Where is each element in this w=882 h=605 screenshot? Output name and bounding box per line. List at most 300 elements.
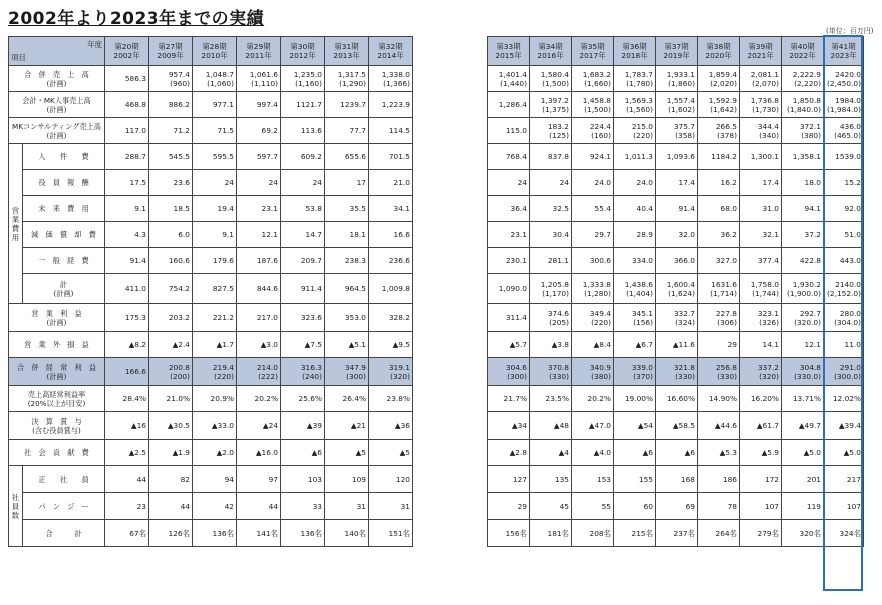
- row-label: [23, 170, 105, 196]
- value-cell: [237, 196, 281, 222]
- value-cell: [782, 274, 824, 304]
- row-label-text: MKコンサルティング売上高: [12, 121, 101, 131]
- value-cell: [824, 274, 864, 304]
- actual-value: 2,081.1: [750, 69, 779, 79]
- actual-value: 12.02%: [832, 394, 861, 403]
- plan-value: (1,984.0): [827, 104, 861, 114]
- actual-value: 1239.7: [340, 100, 366, 109]
- plan-value: (1,110): [251, 78, 278, 88]
- value-cell: [698, 222, 740, 248]
- actual-value: 236.6: [388, 256, 410, 265]
- value-cell: [237, 386, 281, 412]
- actual-value: 304.6: [505, 362, 527, 372]
- value-cell: [281, 118, 325, 144]
- value-cell: [281, 358, 325, 386]
- actual-value: ▲11.6: [672, 340, 695, 349]
- plan-value: (1,290): [339, 78, 366, 88]
- actual-value: ▲2.4: [172, 340, 190, 349]
- actual-value: 1,397.2: [540, 95, 569, 105]
- value-cell: [824, 493, 864, 520]
- table-row: [9, 66, 413, 92]
- table-row: [9, 412, 413, 440]
- actual-value: 11.0: [844, 340, 861, 349]
- plan-value: (1,860): [668, 78, 695, 88]
- value-cell: [572, 304, 614, 332]
- plan-value: (326): [759, 317, 779, 327]
- category-staff: 社員数: [9, 466, 23, 547]
- value-cell: [281, 248, 325, 274]
- value-cell: [740, 222, 782, 248]
- table-row: [488, 196, 864, 222]
- value-cell: [193, 412, 237, 440]
- actual-value: 366.0: [673, 256, 695, 265]
- actual-value: 37.2: [804, 230, 821, 239]
- value-cell: [281, 440, 325, 466]
- period-header: [572, 37, 614, 66]
- value-cell: [193, 144, 237, 170]
- value-cell: [782, 118, 824, 144]
- table-row: [488, 440, 864, 466]
- table-row: [488, 386, 864, 412]
- value-cell: [369, 66, 413, 92]
- row-label: [9, 358, 105, 386]
- plan-value: (330): [549, 371, 569, 381]
- value-cell: [572, 412, 614, 440]
- table-row: [488, 412, 864, 440]
- actual-value: 127: [512, 474, 527, 484]
- value-cell: [698, 92, 740, 118]
- actual-value: 374.6: [547, 308, 569, 318]
- value-cell: [824, 358, 864, 386]
- actual-value: 23.1: [510, 230, 527, 239]
- actual-value: 200.8: [168, 362, 190, 372]
- value-cell: [105, 304, 149, 332]
- actual-value: 597.7: [256, 152, 278, 161]
- plan-value: (1,500): [542, 78, 569, 88]
- actual-value: 1,592.9: [708, 95, 737, 105]
- value-cell: [782, 466, 824, 493]
- plan-value: (324): [675, 317, 695, 327]
- row-label-sub: (計画): [46, 317, 67, 327]
- value-cell: [488, 304, 530, 332]
- value-cell: [369, 248, 413, 274]
- actual-value: ▲30.5: [167, 421, 190, 430]
- value-cell: [325, 222, 369, 248]
- value-cell: [488, 144, 530, 170]
- table-row: [488, 92, 864, 118]
- actual-value: ▲1.9: [172, 448, 190, 457]
- value-cell: [193, 304, 237, 332]
- value-cell: [369, 222, 413, 248]
- value-cell: [656, 222, 698, 248]
- value-cell: [656, 304, 698, 332]
- period-header: [698, 37, 740, 66]
- actual-value: 844.6: [256, 284, 278, 293]
- plan-value: (1,744): [752, 288, 779, 298]
- actual-value: ▲5: [355, 448, 366, 457]
- actual-value: 16.6: [393, 230, 410, 239]
- actual-value: 1,090.0: [498, 284, 527, 293]
- value-cell: [281, 170, 325, 196]
- value-cell: [530, 304, 572, 332]
- value-cell: [698, 304, 740, 332]
- value-cell: [782, 92, 824, 118]
- value-cell: [325, 412, 369, 440]
- value-cell: [325, 332, 369, 358]
- actual-value: ▲9.5: [392, 340, 410, 349]
- value-cell: [572, 520, 614, 547]
- value-cell: [237, 412, 281, 440]
- actual-value: 754.2: [168, 284, 190, 293]
- actual-value: 1,235.0: [293, 69, 322, 79]
- value-cell: [149, 520, 193, 547]
- value-cell: [105, 332, 149, 358]
- value-cell: [824, 118, 864, 144]
- actual-value: ▲5.1: [348, 340, 366, 349]
- actual-value: 94.1: [804, 204, 821, 213]
- actual-value: 2140.0: [835, 279, 861, 289]
- plan-value: (1,730): [752, 104, 779, 114]
- value-cell: [105, 386, 149, 412]
- actual-value: ▲58.5: [672, 421, 695, 430]
- row-label-sub: (計画): [53, 288, 74, 298]
- row-label-sub: (計画): [46, 104, 67, 114]
- value-cell: [369, 196, 413, 222]
- value-cell: [740, 248, 782, 274]
- plan-value: (1,560): [626, 104, 653, 114]
- actual-value: 28.9: [636, 230, 653, 239]
- actual-value: 1,317.5: [337, 69, 366, 79]
- value-cell: [572, 196, 614, 222]
- actual-value: 24: [559, 178, 569, 187]
- actual-value: 97: [268, 474, 278, 484]
- value-cell: [614, 274, 656, 304]
- row-label: [9, 66, 105, 92]
- actual-value: 214.0: [256, 362, 278, 372]
- actual-value: ▲24: [262, 421, 278, 430]
- value-cell: [193, 118, 237, 144]
- value-cell: [698, 144, 740, 170]
- actual-value: 370.8: [547, 362, 569, 372]
- actual-value: 238.3: [344, 256, 366, 265]
- value-cell: [193, 196, 237, 222]
- actual-value: 140名: [344, 528, 366, 538]
- actual-value: 304.8: [799, 362, 821, 372]
- value-cell: [782, 170, 824, 196]
- year-label: 2002年: [113, 51, 140, 60]
- actual-value: 349.4: [589, 308, 611, 318]
- actual-value: 20.2%: [587, 394, 611, 403]
- plan-value: (358): [675, 130, 695, 140]
- value-cell: [572, 274, 614, 304]
- plan-value: (200): [170, 371, 190, 381]
- actual-value: ▲6.7: [635, 340, 653, 349]
- actual-value: ▲5.9: [761, 448, 779, 457]
- value-cell: [530, 332, 572, 358]
- actual-value: 36.2: [720, 230, 737, 239]
- value-cell: [193, 332, 237, 358]
- actual-value: 344.4: [757, 121, 779, 131]
- value-cell: [740, 412, 782, 440]
- table-row: [9, 520, 413, 547]
- actual-value: 1,758.0: [750, 279, 779, 289]
- value-cell: [193, 358, 237, 386]
- value-cell: [237, 304, 281, 332]
- value-cell: [369, 92, 413, 118]
- actual-value: 1,438.6: [624, 279, 653, 289]
- value-cell: [740, 170, 782, 196]
- plan-value: (1,900.0): [787, 288, 821, 298]
- actual-value: 215.0: [631, 121, 653, 131]
- value-cell: [193, 386, 237, 412]
- value-cell: [698, 274, 740, 304]
- actual-value: 1,930.2: [792, 279, 821, 289]
- value-cell: [782, 493, 824, 520]
- value-cell: [237, 332, 281, 358]
- period-label: 第36期: [622, 42, 647, 51]
- actual-value: ▲5.7: [509, 340, 527, 349]
- plan-value: (1,160): [295, 78, 322, 88]
- value-cell: [193, 520, 237, 547]
- value-cell: [237, 493, 281, 520]
- value-cell: [614, 412, 656, 440]
- value-cell: [193, 222, 237, 248]
- value-cell: [572, 170, 614, 196]
- value-cell: [824, 66, 864, 92]
- value-cell: [105, 520, 149, 547]
- plan-value: (1,642): [710, 104, 737, 114]
- actual-value: 103: [307, 474, 322, 484]
- value-cell: [572, 358, 614, 386]
- plan-value: (1,280): [584, 288, 611, 298]
- value-cell: [488, 358, 530, 386]
- period-header: [740, 37, 782, 66]
- year-label: 2019年: [663, 51, 690, 60]
- table-row: [488, 274, 864, 304]
- actual-value: 32.0: [678, 230, 695, 239]
- actual-value: 12.1: [261, 230, 278, 239]
- value-cell: [614, 222, 656, 248]
- value-cell: [149, 440, 193, 466]
- plan-value: (1,404): [626, 288, 653, 298]
- plan-value: (1,840.0): [787, 104, 821, 114]
- period-header: [369, 37, 413, 66]
- actual-value: 353.0: [344, 313, 366, 322]
- plan-value: (300): [507, 371, 527, 381]
- actual-value: 168: [680, 474, 695, 484]
- value-cell: [614, 520, 656, 547]
- actual-value: 119: [806, 501, 821, 511]
- value-cell: [149, 466, 193, 493]
- plan-value: (222): [258, 371, 278, 381]
- actual-value: 117.0: [124, 126, 146, 135]
- year-label: 2021年: [747, 51, 774, 60]
- actual-value: 217: [846, 474, 861, 484]
- actual-value: 256.8: [715, 362, 737, 372]
- value-cell: [698, 358, 740, 386]
- plan-value: (160): [591, 130, 611, 140]
- actual-value: 126名: [168, 528, 190, 538]
- value-cell: [488, 248, 530, 274]
- value-cell: [530, 412, 572, 440]
- row-label-text: 正 社 員: [38, 474, 89, 484]
- value-cell: [281, 196, 325, 222]
- value-cell: [740, 520, 782, 547]
- actual-value: ▲16: [130, 421, 146, 430]
- row-label: [9, 440, 105, 466]
- value-cell: [105, 92, 149, 118]
- row-label: [9, 92, 105, 118]
- actual-value: 323.6: [300, 313, 322, 322]
- value-cell: [325, 248, 369, 274]
- value-cell: [698, 170, 740, 196]
- value-cell: [614, 144, 656, 170]
- actual-value: 16.60%: [666, 394, 695, 403]
- value-cell: [698, 386, 740, 412]
- actual-value: 14.1: [762, 340, 779, 349]
- table-row: [9, 493, 413, 520]
- actual-value: 44: [268, 501, 278, 511]
- results-table-right: [487, 36, 864, 547]
- value-cell: [740, 92, 782, 118]
- value-cell: [488, 520, 530, 547]
- period-label: 第27期: [158, 42, 183, 51]
- value-cell: [193, 248, 237, 274]
- value-cell: [149, 358, 193, 386]
- actual-value: 23.8%: [386, 394, 410, 403]
- actual-value: 345.1: [631, 308, 653, 318]
- value-cell: [530, 466, 572, 493]
- table-row: [488, 358, 864, 386]
- actual-value: 1,850.8: [792, 95, 821, 105]
- actual-value: 219.4: [212, 362, 234, 372]
- value-cell: [193, 274, 237, 304]
- actual-value: 172: [764, 474, 779, 484]
- actual-value: 1,933.1: [666, 69, 695, 79]
- actual-value: 179.6: [212, 256, 234, 265]
- period-label: 第28期: [202, 42, 227, 51]
- period-header: [281, 37, 325, 66]
- actual-value: 24: [268, 178, 278, 187]
- actual-value: 997.4: [256, 100, 278, 109]
- period-header: [656, 37, 698, 66]
- year-label: 2023年: [830, 51, 857, 60]
- value-cell: [237, 520, 281, 547]
- actual-value: 17.4: [678, 178, 695, 187]
- value-cell: [149, 493, 193, 520]
- actual-value: ▲5.0: [803, 448, 821, 457]
- actual-value: 156名: [505, 528, 527, 538]
- actual-value: ▲8.2: [128, 340, 146, 349]
- value-cell: [105, 248, 149, 274]
- value-cell: [530, 520, 572, 547]
- value-cell: [740, 440, 782, 466]
- value-cell: [656, 332, 698, 358]
- value-cell: [105, 222, 149, 248]
- value-cell: [237, 118, 281, 144]
- actual-value: 701.5: [388, 152, 410, 161]
- actual-value: 82: [180, 474, 190, 484]
- plan-value: (340): [759, 130, 779, 140]
- row-label-text: 営 業 利 益: [31, 308, 82, 318]
- actual-value: 160.6: [168, 256, 190, 265]
- actual-value: 21.0: [393, 178, 410, 187]
- value-cell: [614, 66, 656, 92]
- actual-value: 78: [727, 501, 737, 511]
- actual-value: 24.0: [636, 178, 653, 187]
- value-cell: [572, 440, 614, 466]
- actual-value: 1,011.3: [624, 152, 653, 161]
- value-cell: [193, 66, 237, 92]
- value-cell: [740, 196, 782, 222]
- value-cell: [824, 466, 864, 493]
- table-row: [9, 118, 413, 144]
- value-cell: [824, 222, 864, 248]
- plan-value: (2,020): [710, 78, 737, 88]
- actual-value: 1,600.4: [666, 279, 695, 289]
- value-cell: [782, 520, 824, 547]
- actual-value: 586.3: [124, 74, 146, 83]
- period-header: [193, 37, 237, 66]
- actual-value: 321.8: [673, 362, 695, 372]
- plan-value: (1,375): [542, 104, 569, 114]
- actual-value: 24: [224, 178, 234, 187]
- year-header-label: 年度: [87, 40, 102, 49]
- actual-value: 279名: [757, 528, 779, 538]
- row-label-sub: (計画): [46, 371, 67, 381]
- actual-value: 91.4: [129, 256, 146, 265]
- value-cell: [572, 386, 614, 412]
- actual-value: ▲6: [642, 448, 653, 457]
- actual-value: 113.6: [300, 126, 322, 135]
- actual-value: 291.0: [839, 362, 861, 372]
- plan-value: (1,500): [584, 104, 611, 114]
- plan-value: (1,780): [626, 78, 653, 88]
- plan-value: (330.0): [794, 371, 821, 381]
- row-label: [9, 332, 105, 358]
- plan-value: (240): [302, 371, 322, 381]
- value-cell: [740, 66, 782, 92]
- value-cell: [149, 304, 193, 332]
- actual-value: 1,300.1: [750, 152, 779, 161]
- actual-value: ▲8.4: [593, 340, 611, 349]
- value-cell: [740, 493, 782, 520]
- actual-value: 1,458.8: [582, 95, 611, 105]
- table-row: [488, 466, 864, 493]
- actual-value: 4.3: [134, 230, 146, 239]
- year-label: 2018年: [621, 51, 648, 60]
- value-cell: [824, 144, 864, 170]
- actual-value: ▲39.4: [838, 421, 861, 430]
- value-cell: [530, 118, 572, 144]
- table-row: [9, 274, 413, 304]
- actual-value: 1,783.7: [624, 69, 653, 79]
- actual-value: 324名: [839, 528, 861, 538]
- period-header: [824, 37, 864, 66]
- table-row: [488, 493, 864, 520]
- value-cell: [614, 466, 656, 493]
- row-label: [9, 118, 105, 144]
- actual-value: ▲3.0: [260, 340, 278, 349]
- period-label: 第40期: [790, 42, 815, 51]
- value-cell: [740, 466, 782, 493]
- value-cell: [782, 144, 824, 170]
- actual-value: 135: [554, 474, 569, 484]
- value-cell: [530, 144, 572, 170]
- actual-value: 94: [224, 474, 234, 484]
- plan-value: (220): [633, 130, 653, 140]
- actual-value: 115.0: [505, 126, 527, 135]
